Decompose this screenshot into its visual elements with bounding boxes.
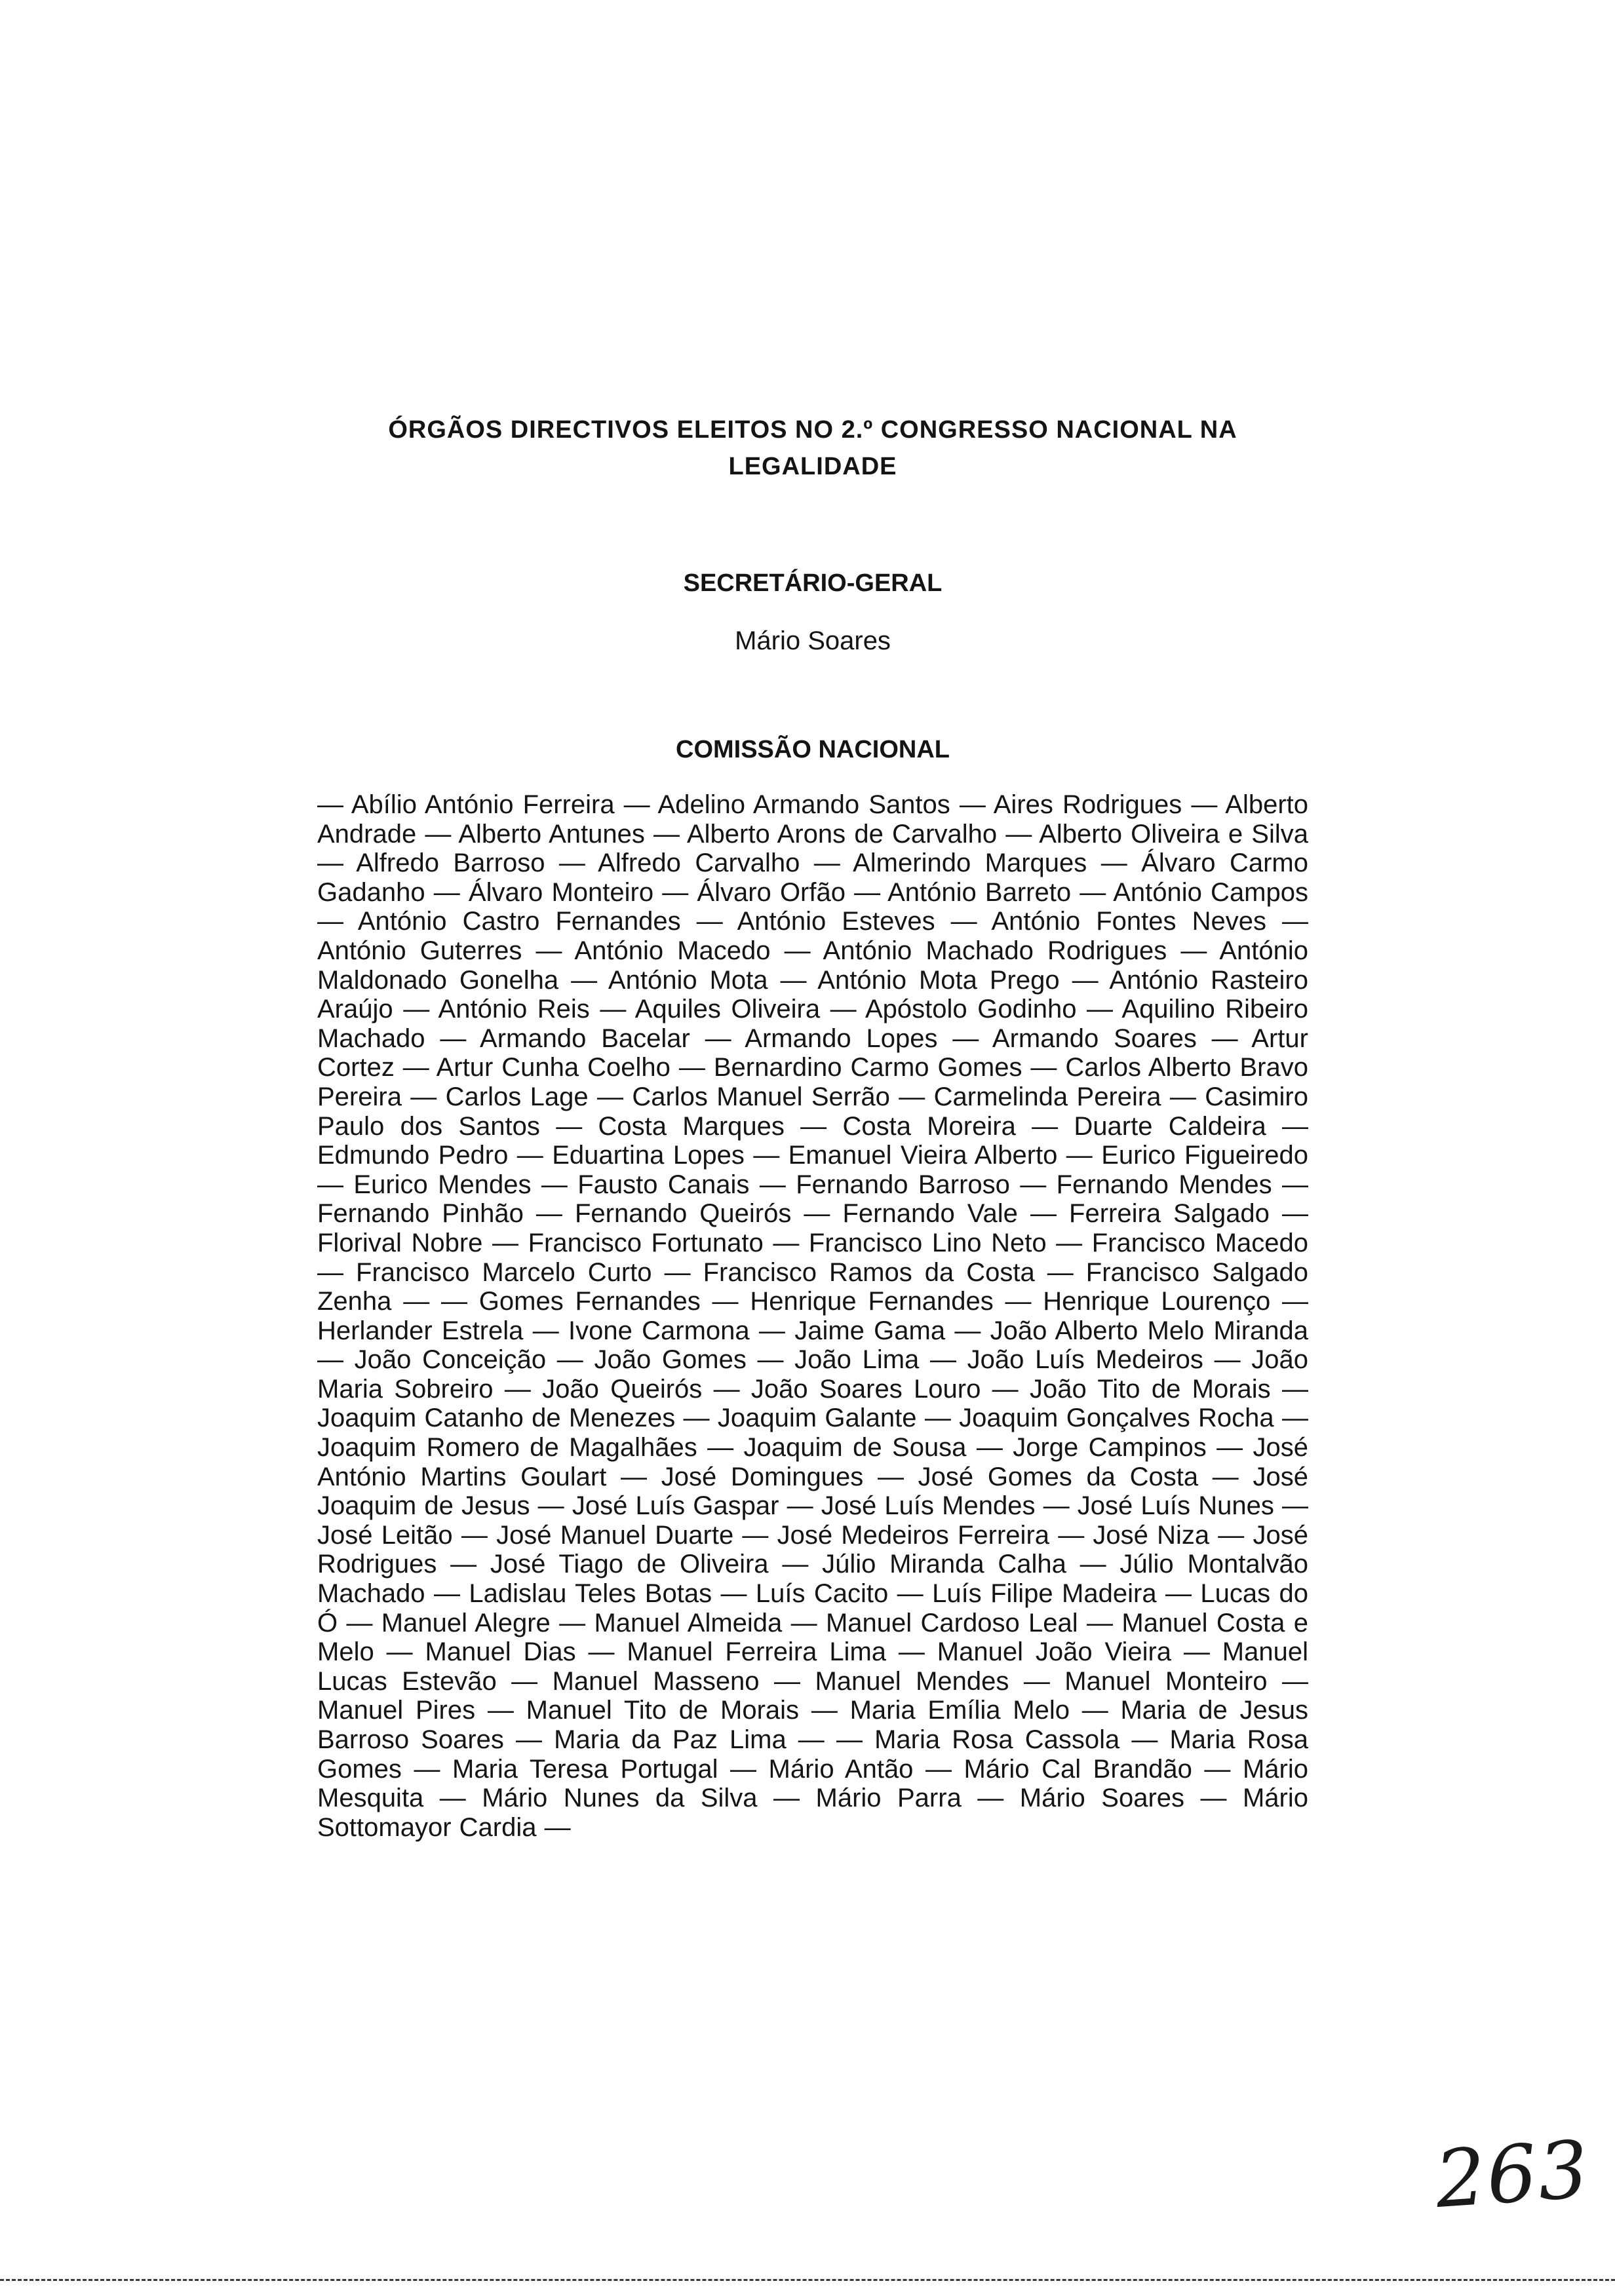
secretario-geral-name: Mário Soares <box>735 626 891 655</box>
secretario-geral-heading: SECRETÁRIO-GERAL <box>683 569 943 597</box>
handwritten-page-number: 263 <box>1432 2124 1593 2227</box>
comissao-nacional-members: — Abílio António Ferreira — Adelino Armando Santos — Aires Rodrigues — Alberto Andrade — Alberto Antunes — Alberto Arons de Carvalho — Alberto Oliveira e Silva — Alfredo Barroso — Alfredo Carvalho — Almerindo Marques — Álvaro Carmo Gadanho — Álvaro Monteiro — Álvaro Orfão — António Barreto — António Campos — António Castro Fernandes — António Esteves — António Fontes Neves — António Guterres — António Macedo — António Machado Rodrigues — António Maldonado Gonelha — António Mota — António Mota Prego — António Rasteiro Araújo — António Reis — Aquiles Oliveira — Apóstolo Godinho — Aquilino Ribeiro Machado — Armando Bacelar — Armando Lopes — Armando Soares — Artur Cortez — Artur Cunha Coelho — Bernardino Carmo Gomes — Carlos Alberto Bravo Pereira — Carlos Lage — Carlos Manuel Serrão — Carmelinda Pereira — Casimiro Paulo dos Santos — Costa Marques — Costa Moreira — Duarte Caldeira — Edmundo Pedro — Eduartina Lopes — Emanuel Vieira Alberto — Eurico Figueiredo — Eurico Mendes — Fausto Canais — Fernando Barroso — Fernando Mendes — Fernando Pinhão — Fernando Queirós — Fernando Vale — Ferreira Salgado — Florival Nobre — Francisco Fortunato — Francisco Lino Neto — Francisco Macedo — Francisco Marcelo Curto — Francisco Ramos da Costa — Francisco Salgado Zenha — — Gomes Fernandes — Henrique Fernandes — Henrique Lourenço — Herlander Estrela — Ivone Carmona — Jaime Gama — João Alberto Melo Miranda — João Conceição — João Gomes — João Lima — João Luís Medeiros — João Maria Sobreiro — João Queirós — João Soares Louro — João Tito de Morais — Joaquim Catanho de Menezes — Joaquim Galante — Joaquim Gonçalves Rocha — Joaquim Romero de Magalhães — Joaquim de Sousa — Jorge Campinos — José António Martins Goulart — José Domingues — José Gomes da Costa — José Joaquim de Jesus — José Luís Gaspar — José Luís Mendes — José Luís Nunes — José Leitão — José Manuel Duarte — José Medeiros Ferreira — José Niza — José Rodrigues — José Tiago de Oliveira — Júlio Miranda Calha — Júlio Montalvão Machado — Ladislau Teles Botas — Luís Cacito — Luís Filipe Madeira — Lucas do Ó — Manuel Alegre — Manuel Almeida — Manuel Cardoso Leal — Manuel Costa e Melo — Manuel Dias — Manuel Ferreira Lima — Manuel João Vieira — Manuel Lucas Estevão — Manuel Masseno — Manuel Mendes — Manuel Monteiro — Manuel Pires — Manuel Tito de Morais — Maria Emília Melo — Maria de Jesus Barroso Soares — Maria da Paz Lima — — Maria Rosa Cassola — Maria Rosa Gomes — Maria Teresa Portugal — Mário Antão — Mário Cal Brandão — Mário Mesquita — Mário Nunes da Silva — Mário Parra — Mário Soares — Mário Sottomayor Cardia — <box>317 790 1308 1842</box>
comissao-nacional-heading: COMISSÃO NACIONAL <box>676 736 950 763</box>
document-title: ÓRGÃOS DIRECTIVOS ELEITOS NO 2.º CONGRESSO NACIONAL NA LEGALIDADE <box>388 416 1237 480</box>
scan-edge-line <box>0 2279 1615 2281</box>
